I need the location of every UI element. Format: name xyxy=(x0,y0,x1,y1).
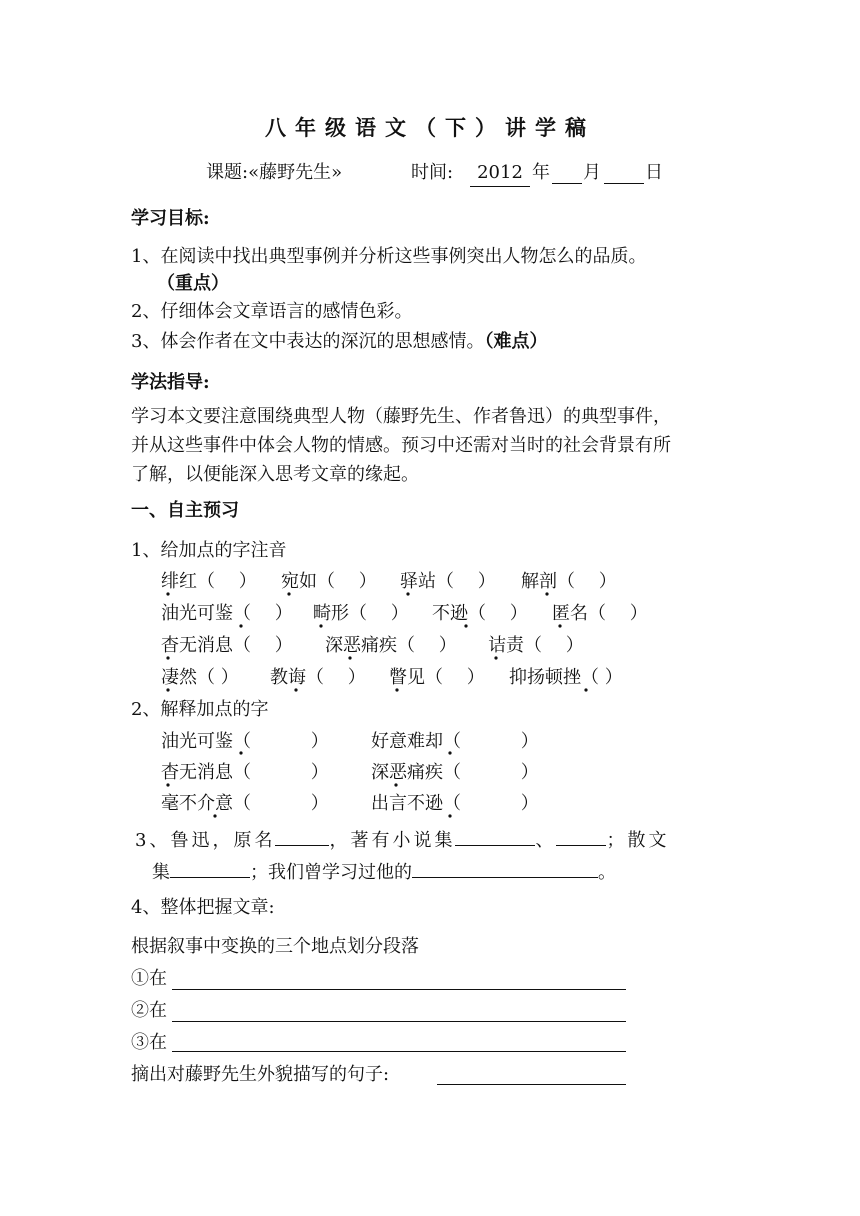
q1-item: 深恶痛疾（ ） xyxy=(325,635,457,656)
answer-blank xyxy=(412,857,598,878)
q1-item: 不逊（ ） xyxy=(432,603,528,624)
q1-item: 凄然（ ） xyxy=(161,667,239,688)
q4-intro: 根据叙事中变换的三个地点划分段落 xyxy=(131,936,419,957)
q2-item: 出言不逊（ ） xyxy=(371,793,539,814)
q3-text: 。 xyxy=(598,862,616,883)
method-line-2: 并从这些事件中体会人物的情感。预习中还需对当时的社会背景有所 xyxy=(131,435,671,456)
objective-3-tag: （难点） xyxy=(484,331,548,352)
document-title: 八年级语文（下）讲学稿 xyxy=(265,115,595,140)
answer-blank xyxy=(170,857,250,878)
year-value: 2012 xyxy=(477,162,523,183)
month-suffix: 月 xyxy=(583,162,601,183)
q3-line-1 xyxy=(135,825,669,854)
q4-heading: 4、整体把握文章: xyxy=(131,897,275,918)
q3-text: 、 xyxy=(535,830,557,851)
place-1-answer-line xyxy=(172,989,626,990)
q1-item: 匿名（ ） xyxy=(552,603,648,624)
q1-item: 教诲（ ） xyxy=(270,667,366,688)
q2-item: 毫不介意（ ） xyxy=(161,793,329,814)
q3-text: ；我们曾学习过他的 xyxy=(250,862,412,883)
q2-heading: 2、解释加点的字 xyxy=(131,699,269,720)
objectives-heading: 学习目标: xyxy=(131,208,210,229)
time-label: 时间: xyxy=(411,162,454,183)
portrait-answer-line xyxy=(437,1084,626,1085)
portrait-prompt: 摘出对藤野先生外貌描写的句子: xyxy=(131,1064,390,1085)
q2-item: 杳无消息（ ） xyxy=(161,762,329,783)
q1-item: 油光可鉴（ ） xyxy=(161,603,293,624)
q3-text: ；散文 xyxy=(606,830,670,851)
q3-line-2 xyxy=(152,857,616,886)
place-2-label: ②在 xyxy=(131,1000,167,1021)
subject-label: 课题:«藤野先生» xyxy=(206,162,343,183)
answer-blank xyxy=(275,825,329,846)
method-line-3: 了解，以便能深入思考文章的缘起。 xyxy=(131,464,419,485)
q1-item: 畸形（ ） xyxy=(313,603,409,624)
q1-item: 宛如（ ） xyxy=(281,571,377,592)
q1-heading: 1、给加点的字注音 xyxy=(131,540,287,561)
q1-item: 瞥见（ ） xyxy=(389,667,485,688)
place-1-label: ①在 xyxy=(131,968,167,989)
q3-text: 3、鲁迅，原名 xyxy=(135,830,276,851)
method-line-1: 学习本文要注意围绕典型人物（藤野先生、作者鲁迅）的典型事件， xyxy=(131,406,671,427)
q1-item: 绯红（ ） xyxy=(161,571,257,592)
q1-item: 驿站（ ） xyxy=(400,571,496,592)
objective-2: 2、仔细体会文章语言的感情色彩。 xyxy=(131,301,413,322)
q3-text: 集 xyxy=(152,862,170,883)
q1-item: 抑扬顿挫（ ） xyxy=(509,667,623,688)
answer-blank xyxy=(455,825,535,846)
q1-item: 解剖（ ） xyxy=(521,571,617,592)
objective-1-tag: （重点） xyxy=(157,273,229,294)
q2-item: 深恶痛疾（ ） xyxy=(371,762,539,783)
answer-blank xyxy=(556,825,606,846)
method-heading: 学法指导: xyxy=(131,372,210,393)
place-3-answer-line xyxy=(172,1051,626,1052)
objective-1: 1、在阅读中找出典型事例并分析这些事例突出人物怎么的品质。 xyxy=(131,246,647,267)
q2-item: 好意难却（ ） xyxy=(371,731,539,752)
place-2-answer-line xyxy=(172,1021,626,1022)
objective-3-text: 3、体会作者在文中表达的深沉的思想感情。 xyxy=(131,331,485,352)
q3-text: ，著有小说集 xyxy=(329,830,456,851)
place-3-label: ③在 xyxy=(131,1032,167,1053)
year-suffix: 年 xyxy=(532,162,550,183)
q2-item: 油光可鉴（ ） xyxy=(161,731,329,752)
day-suffix: 日 xyxy=(645,162,663,183)
q1-item: 杳无消息（ ） xyxy=(161,635,293,656)
q1-item: 诘责（ ） xyxy=(488,635,584,656)
section-1-heading: 一、自主预习 xyxy=(131,500,239,521)
